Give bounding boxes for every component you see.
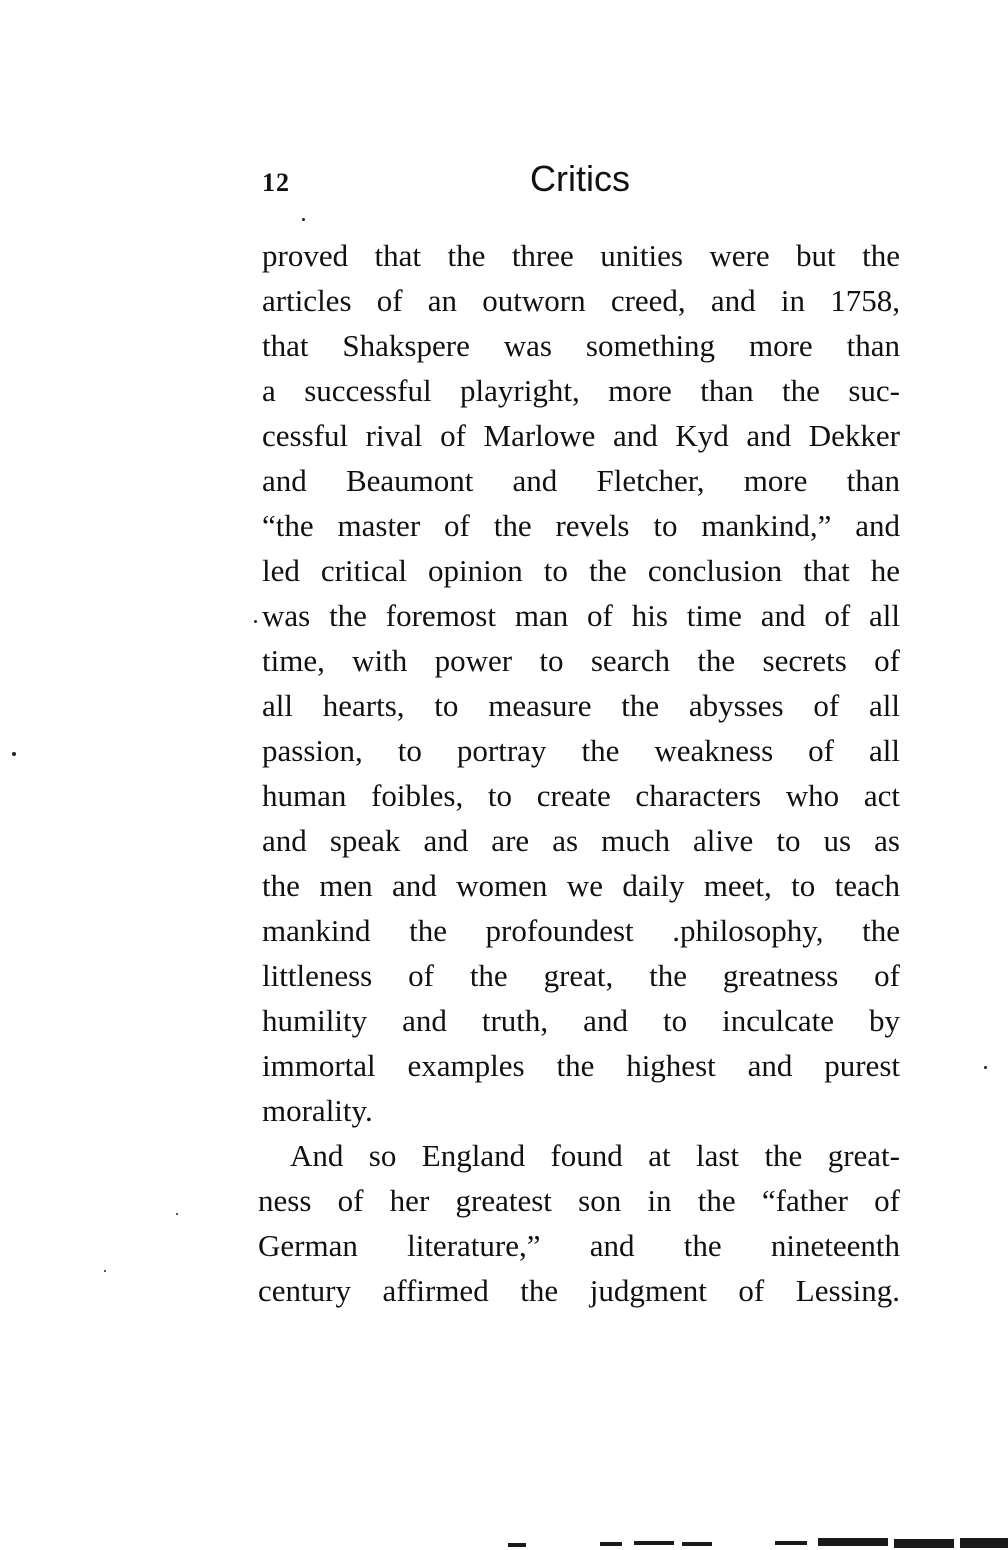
scan-speck	[302, 218, 305, 221]
text-line: German literature,” and the nineteenth	[258, 1228, 900, 1263]
scan-speck	[104, 1270, 106, 1272]
page-number: 12	[262, 168, 290, 197]
text-line: passion, to portray the weakness of all	[262, 733, 900, 768]
scan-speck	[254, 620, 257, 623]
scan-speck	[176, 1213, 178, 1215]
text-line: and speak and are as much alive to us as	[262, 823, 900, 858]
text-line: century affirmed the judgment of Lessing.	[258, 1273, 900, 1308]
text-line: human foibles, to create characters who act	[262, 778, 900, 813]
paragraph-2	[258, 1133, 900, 1313]
text-line: humility and truth, and to inculcate by	[262, 1003, 900, 1038]
paragraph-1	[262, 233, 900, 1133]
text-line: And so England found at last the great-	[290, 1138, 900, 1173]
text-line: proved that the three unities were but the	[262, 238, 900, 273]
running-head	[262, 158, 902, 208]
running-title: Critics	[530, 158, 630, 199]
text-line: the men and women we daily meet, to teach	[262, 868, 900, 903]
scan-edge-marks	[420, 1535, 1008, 1550]
scan-speck	[984, 1066, 987, 1069]
text-line: was the foremost man of his time and of all	[262, 598, 900, 633]
text-line: morality.	[262, 1093, 373, 1128]
text-line: “the master of the revels to mankind,” and	[262, 508, 900, 543]
text-line: cessful rival of Marlowe and Kyd and Dekker	[262, 418, 900, 453]
text-line: time, with power to search the secrets of	[262, 643, 900, 678]
text-line: articles of an outworn creed, and in 1758,	[262, 283, 900, 318]
text-line: ness of her greatest son in the “father of	[258, 1183, 900, 1218]
text-line: all hearts, to measure the abysses of all	[262, 688, 900, 723]
text-line: that Shakspere was something more than	[262, 328, 900, 363]
text-line: immortal examples the highest and purest	[262, 1048, 900, 1083]
text-line: led critical opinion to the conclusion that he	[262, 553, 900, 588]
text-line: mankind the profoundest .philosophy, the	[262, 913, 900, 948]
text-line: littleness of the great, the greatness of	[262, 958, 900, 993]
text-line: a successful playright, more than the suc-	[262, 373, 900, 408]
text-line: and Beaumont and Fletcher, more than	[262, 463, 900, 498]
body-text	[258, 233, 900, 1313]
scan-speck	[12, 752, 16, 756]
